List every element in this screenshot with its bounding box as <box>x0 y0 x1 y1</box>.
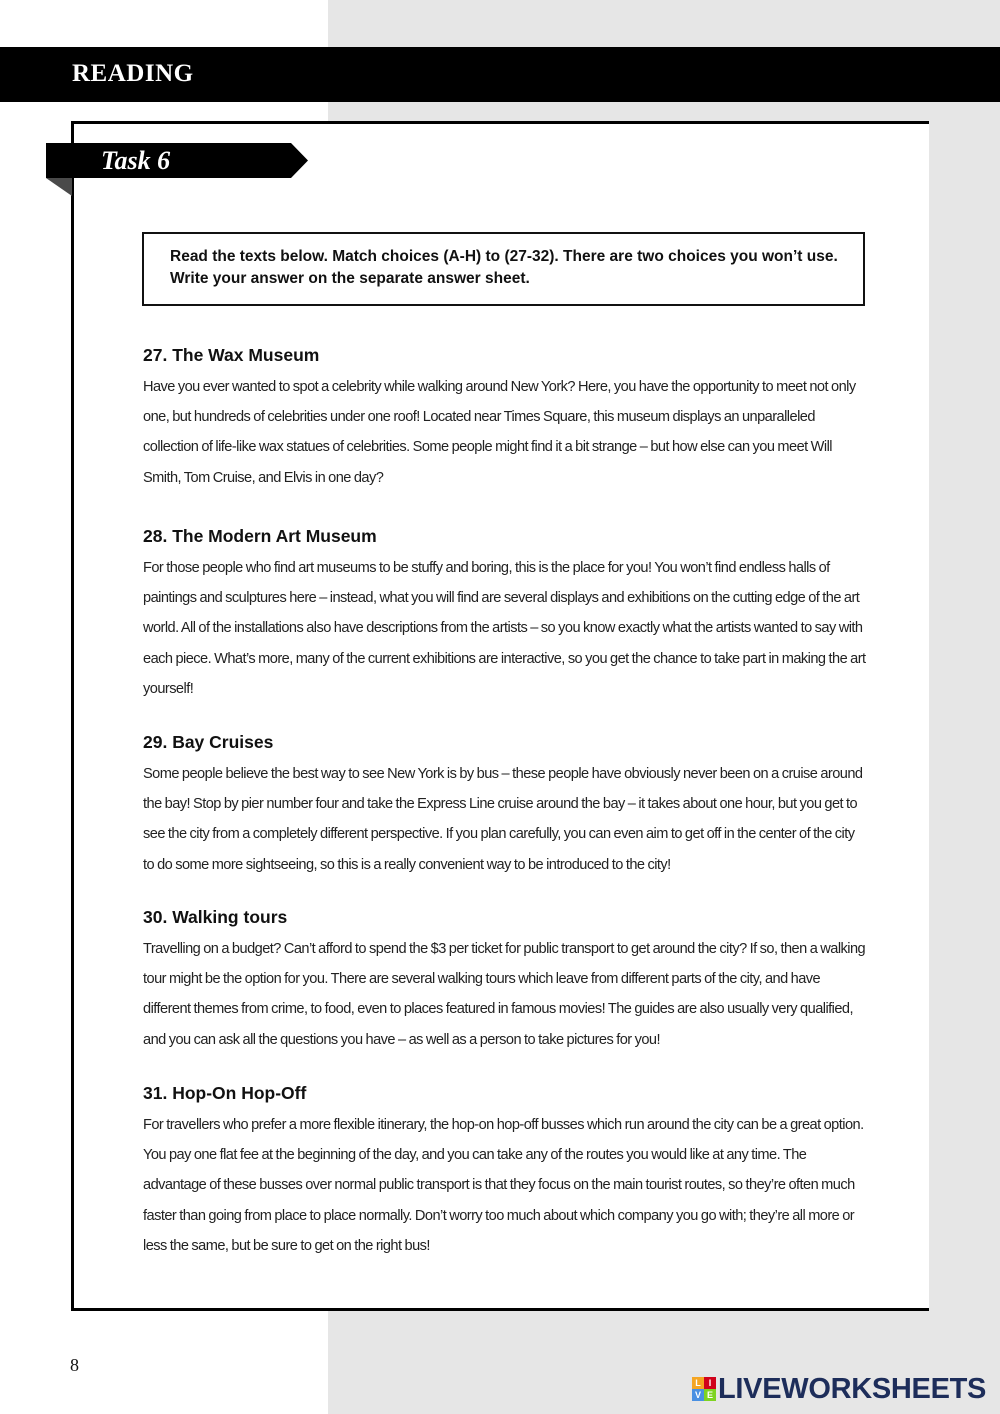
text-section-30 <box>143 905 867 1055</box>
text-section-27 <box>143 343 867 493</box>
liveworksheets-brand[interactable] <box>692 1372 986 1406</box>
logo-tile-i: I <box>704 1377 716 1389</box>
instruction-box <box>142 232 865 306</box>
section-title: 30. Walking tours <box>143 907 288 927</box>
section-title: 27. The Wax Museum <box>143 345 320 365</box>
brand-name: LIVEWORKSHEETS <box>718 1372 987 1405</box>
text-section-28 <box>143 524 867 704</box>
text-section-29 <box>143 730 867 880</box>
section-body: Travelling on a budget? Can’t afford to spend the $3 per ticket for public transport to get around the city? If so, then a walking tour might be the option for you. There are several walking tours which leave from different parts of the city, and have different themes from crime, to food, even to places featured in famous movies! The guides are also usually very qualified, and you can ask all the questions you have – as well as a person to take pictures for you! <box>143 941 866 1048</box>
logo-tile-l: L <box>692 1377 704 1389</box>
logo-tile-v: V <box>692 1389 704 1401</box>
section-heading: READING <box>72 60 194 87</box>
task-label: Task 6 <box>101 146 171 175</box>
section-body: For those people who find art museums to be stuffy and boring, this is the place for you! You won’t find endless halls of paintings and sculptures here – instead, what you will find are several displays and exhibitions on the cutting edge of the art world. All of the installations also have descriptions from the artists – so you know exactly what the artists wanted to say with each piece. What’s more, many of the current exhibitions are interactive, so you get the chance to take part in making the art yourself! <box>143 560 866 697</box>
section-body: Have you ever wanted to spot a celebrity while walking around New York? Here, you have the opportunity to meet not only one, but hundreds of celebrities under one roof! Located near Times Square, this museum displays an unparalleled collection of life-like wax statues of celebrities. Some people might find it a bit strange – but how else can you meet Will Smith, Tom Cruise, and Elvis in one day? <box>143 379 856 486</box>
ribbon-fold <box>46 178 72 196</box>
section-title: 31. Hop-On Hop-Off <box>143 1083 307 1103</box>
section-title: 28. The Modern Art Museum <box>143 526 377 546</box>
task-ribbon <box>46 143 308 178</box>
section-title: 29. Bay Cruises <box>143 732 274 752</box>
section-body: For travellers who prefer a more flexible itinerary, the hop-on hop-off busses which run around the city can be a great option. You pay one flat fee at the beginning of the day, and you can take any of the routes you would like at any time. The advantage of these busses over normal public transport is that they focus on the main tourist routes, so they’re often much faster than going from place to place normally. Don’t worry too much about which company you go with; they’re all more or less the same, but be sure to get on the right bus! <box>143 1117 864 1254</box>
section-body: Some people believe the best way to see New York is by bus – these people have obviously never been on a cruise around the bay! Stop by pier number four and take the Express Line cruise around the bay – it takes about one hour, but you get to see the city from a completely different perspective. If you plan carefully, you can even aim to get off in the center of the city to do some more sightseeing, so this is a really convenient way to be introduced to the city! <box>143 766 863 873</box>
instruction-text: Read the texts below. Match choices (A-H) to (27-32). There are two choices you won’t use. Write your answer on the separate answer sheet. <box>170 248 838 287</box>
text-section-31 <box>143 1081 867 1261</box>
liveworksheets-logo-icon <box>692 1377 716 1401</box>
page-number: 8 <box>70 1355 79 1375</box>
logo-tile-e: E <box>704 1389 716 1401</box>
